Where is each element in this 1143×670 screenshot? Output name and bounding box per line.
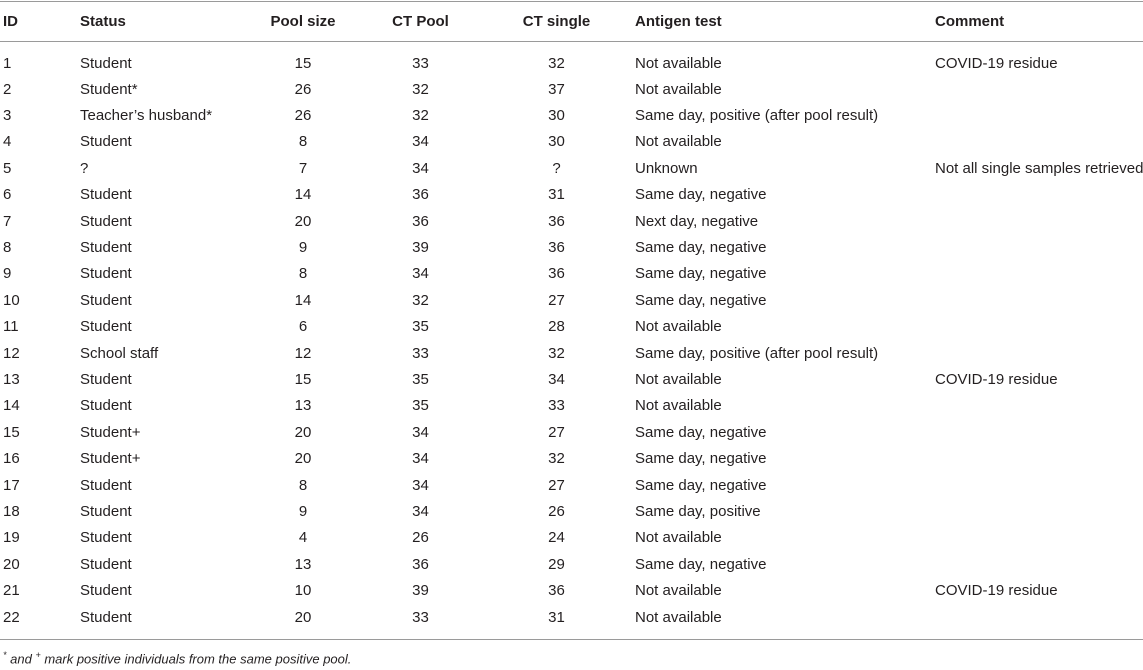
cell-antigen-test: Same day, negative: [635, 450, 767, 468]
table-row: [0, 419, 1143, 445]
cell-ct-single: 31: [548, 186, 565, 204]
header-id: ID: [3, 13, 18, 30]
cell-status: Student: [80, 502, 132, 520]
cell-pool-size: 20: [294, 212, 312, 230]
cell-ct-pool: 34: [412, 423, 429, 441]
cell-status: Student: [80, 397, 132, 415]
cell-pool-size: 20: [294, 608, 312, 626]
cell-comment: [935, 393, 1143, 419]
cell-ct-pool: 36: [412, 186, 429, 204]
cell-comment: [935, 261, 1143, 287]
cell-status: Student: [80, 555, 132, 573]
cell-antigen-test: Not available: [635, 318, 722, 336]
cell-comment: COVID-19 residue: [935, 370, 1058, 388]
cell-status: Student: [80, 265, 132, 283]
cell-pool-size: 9: [298, 239, 308, 257]
cell-pool-size: 26: [294, 107, 312, 125]
table-row: [0, 41, 1143, 76]
cell-ct-single: 31: [548, 608, 565, 626]
cell-ct-single: 32: [548, 55, 565, 72]
cell-ct-single: 32: [548, 450, 565, 468]
cell-ct-pool: 35: [412, 370, 429, 388]
table-row: [0, 129, 1143, 155]
cell-id: 18: [3, 502, 20, 520]
cell-antigen-test: Same day, negative: [635, 476, 767, 494]
cell-antigen-test: Same day, negative: [635, 186, 767, 204]
cell-status: Student: [80, 239, 132, 257]
cell-ct-pool: 34: [412, 159, 429, 177]
cell-ct-single: ?: [552, 159, 561, 177]
cell-pool-size: 12: [294, 344, 312, 362]
table-row: [0, 393, 1143, 419]
cell-id: 13: [3, 370, 20, 388]
cell-ct-pool: 39: [412, 239, 429, 257]
cell-ct-pool: 34: [412, 450, 429, 468]
cell-ct-single: 28: [548, 318, 565, 336]
cell-ct-pool: 33: [412, 608, 429, 626]
cell-comment: [935, 419, 1143, 445]
table-row: [0, 76, 1143, 102]
cell-antigen-test: Not available: [635, 370, 722, 388]
footnote-and: and: [6, 651, 36, 667]
cell-ct-pool: 32: [412, 80, 429, 98]
cell-ct-pool: 26: [412, 529, 429, 547]
cell-comment: [935, 604, 1143, 630]
cell-status: ?: [80, 159, 89, 177]
cell-antigen-test: Same day, negative: [635, 423, 767, 441]
table-row: [0, 155, 1143, 181]
cell-pool-size: 7: [298, 159, 308, 177]
table-body: [0, 41, 1143, 630]
cell-status: Student*: [80, 80, 138, 98]
cell-comment: [935, 76, 1143, 102]
cell-id: 5: [3, 159, 12, 177]
table-row: [0, 261, 1143, 287]
cell-pool-size: 8: [298, 265, 308, 283]
cell-status: Teacher’s husband*: [80, 107, 213, 125]
header-status: Status: [80, 13, 126, 30]
cell-pool-size: 20: [294, 423, 312, 441]
cell-pool-size: 15: [294, 370, 312, 388]
table-row: [0, 314, 1143, 340]
cell-id: 3: [3, 107, 12, 125]
cell-ct-pool: 33: [412, 55, 429, 72]
footnote-text: mark positive individuals from the same positive pool.: [40, 651, 352, 667]
cell-status: Student: [80, 55, 132, 72]
header-ct-single: CT single: [522, 13, 591, 30]
table-row: [0, 234, 1143, 260]
cell-id: 15: [3, 423, 20, 441]
table-header-row: [0, 2, 1143, 41]
cell-status: School staff: [80, 344, 159, 362]
cell-comment: [935, 287, 1143, 313]
cell-ct-single: 36: [548, 582, 565, 600]
cell-ct-pool: 35: [412, 318, 429, 336]
cell-comment: [935, 182, 1143, 208]
cell-comment: Not all single samples retrieved: [935, 159, 1143, 177]
table-row: [0, 287, 1143, 313]
cell-comment: [935, 525, 1143, 551]
table-row: [0, 525, 1143, 551]
cell-status: Student: [80, 608, 132, 626]
cell-status: Student+: [80, 450, 141, 468]
cell-ct-pool: 34: [412, 265, 429, 283]
table-row: [0, 551, 1143, 577]
table-row: [0, 577, 1143, 603]
cell-comment: [935, 129, 1143, 155]
cell-antigen-test: Not available: [635, 397, 722, 415]
cell-ct-pool: 36: [412, 555, 429, 573]
cell-id: 11: [3, 318, 19, 336]
cell-ct-pool: 35: [412, 397, 429, 415]
cell-status: Student+: [80, 423, 141, 441]
cell-ct-pool: 34: [412, 133, 429, 151]
cell-antigen-test: Same day, positive: [635, 502, 761, 520]
cell-id: 9: [3, 265, 12, 283]
cell-comment: [935, 445, 1143, 471]
cell-id: 20: [3, 555, 20, 573]
cell-pool-size: 9: [298, 502, 308, 520]
cell-comment: [935, 472, 1143, 498]
cell-pool-size: 14: [294, 291, 312, 309]
cell-pool-size: 8: [298, 476, 308, 494]
cell-status: Student: [80, 370, 132, 388]
cell-status: Student: [80, 529, 132, 547]
cell-ct-pool: 39: [412, 582, 429, 600]
cell-status: Student: [80, 318, 132, 336]
cell-antigen-test: Not available: [635, 133, 722, 151]
cell-ct-single: 30: [548, 133, 565, 151]
cell-pool-size: 6: [298, 318, 308, 336]
table-row: [0, 498, 1143, 524]
table-row: [0, 445, 1143, 471]
cell-ct-single: 26: [548, 502, 565, 520]
cell-comment: [935, 234, 1143, 260]
cell-status: Student: [80, 133, 132, 151]
cell-ct-single: 27: [548, 423, 565, 441]
cell-ct-single: 36: [548, 212, 565, 230]
cell-antigen-test: Unknown: [635, 159, 698, 177]
cell-id: 10: [3, 291, 20, 309]
cell-ct-pool: 32: [412, 107, 429, 125]
cell-ct-single: 30: [548, 107, 565, 125]
cell-status: Student: [80, 582, 132, 600]
table-row: [0, 340, 1143, 366]
cell-id: 19: [3, 529, 20, 547]
header-antigen-test: Antigen test: [635, 13, 722, 30]
cell-pool-size: 26: [294, 80, 312, 98]
table-row: [0, 102, 1143, 128]
cell-antigen-test: Same day, positive (after pool result): [635, 107, 879, 125]
cell-antigen-test: Same day, negative: [635, 555, 767, 573]
cell-id: 4: [3, 133, 12, 151]
cell-status: Student: [80, 476, 132, 494]
cell-antigen-test: Not available: [635, 608, 722, 626]
cell-pool-size: 4: [298, 529, 308, 547]
header-ct-pool: CT Pool: [392, 13, 449, 30]
cell-id: 1: [3, 55, 12, 72]
header-pool-size: Pool size: [270, 13, 336, 30]
cell-comment: COVID-19 residue: [935, 55, 1058, 72]
footnote-plus-mark: +: [35, 650, 41, 660]
cell-id: 22: [3, 608, 20, 626]
cell-pool-size: 13: [294, 397, 312, 415]
cell-ct-single: 27: [548, 476, 565, 494]
cell-ct-single: 37: [548, 80, 565, 98]
cell-ct-single: 34: [548, 370, 565, 388]
cell-comment: [935, 340, 1143, 366]
cell-antigen-test: Same day, positive (after pool result): [635, 344, 879, 362]
cell-ct-single: 36: [548, 265, 565, 283]
cell-ct-single: 27: [548, 291, 565, 309]
cell-ct-pool: 36: [412, 212, 429, 230]
table-row: [0, 182, 1143, 208]
cell-antigen-test: Same day, negative: [635, 239, 767, 257]
cell-ct-pool: 34: [412, 502, 429, 520]
cell-comment: COVID-19 residue: [935, 582, 1058, 600]
cell-comment: [935, 102, 1143, 128]
cell-antigen-test: Not available: [635, 55, 722, 72]
cell-id: 8: [3, 239, 12, 257]
cell-comment: [935, 314, 1143, 340]
cell-id: 14: [3, 397, 20, 415]
cell-id: 17: [3, 476, 20, 494]
cell-antigen-test: Same day, negative: [635, 265, 767, 283]
cell-antigen-test: Not available: [635, 582, 722, 600]
cell-status: Student: [80, 186, 132, 204]
results-table: [0, 2, 1143, 630]
cell-comment: [935, 208, 1143, 234]
cell-antigen-test: Not available: [635, 529, 722, 547]
cell-id: 2: [3, 80, 12, 98]
cell-pool-size: 14: [294, 186, 312, 204]
cell-id: 7: [3, 212, 12, 230]
cell-antigen-test: Next day, negative: [635, 212, 759, 230]
cell-ct-single: 32: [548, 344, 565, 362]
cell-antigen-test: Not available: [635, 80, 722, 98]
cell-pool-size: 20: [294, 450, 312, 468]
header-comment: Comment: [935, 13, 1005, 30]
cell-ct-single: 24: [548, 529, 565, 547]
cell-ct-pool: 34: [412, 476, 429, 494]
cell-id: 21: [3, 582, 20, 600]
table-bottom-rule: [0, 639, 1143, 640]
cell-ct-pool: 33: [412, 344, 429, 362]
cell-ct-single: 29: [548, 555, 565, 573]
cell-id: 6: [3, 186, 12, 204]
table-row: [0, 472, 1143, 498]
table-footnote: [3, 650, 351, 666]
cell-pool-size: 8: [298, 133, 308, 151]
cell-comment: [935, 498, 1143, 524]
cell-ct-single: 33: [548, 397, 565, 415]
cell-antigen-test: Same day, negative: [635, 291, 767, 309]
cell-comment: [935, 551, 1143, 577]
cell-pool-size: 13: [294, 555, 312, 573]
table-row: [0, 604, 1143, 630]
cell-ct-single: 36: [548, 239, 565, 257]
cell-id: 12: [3, 344, 20, 362]
cell-ct-pool: 32: [412, 291, 429, 309]
footnote-star-mark: *: [3, 650, 7, 660]
table-row: [0, 366, 1143, 392]
table-row: [0, 208, 1143, 234]
cell-pool-size: 15: [294, 55, 312, 72]
cell-pool-size: 10: [294, 582, 312, 600]
cell-status: Student: [80, 291, 132, 309]
cell-status: Student: [80, 212, 132, 230]
cell-id: 16: [3, 450, 20, 468]
